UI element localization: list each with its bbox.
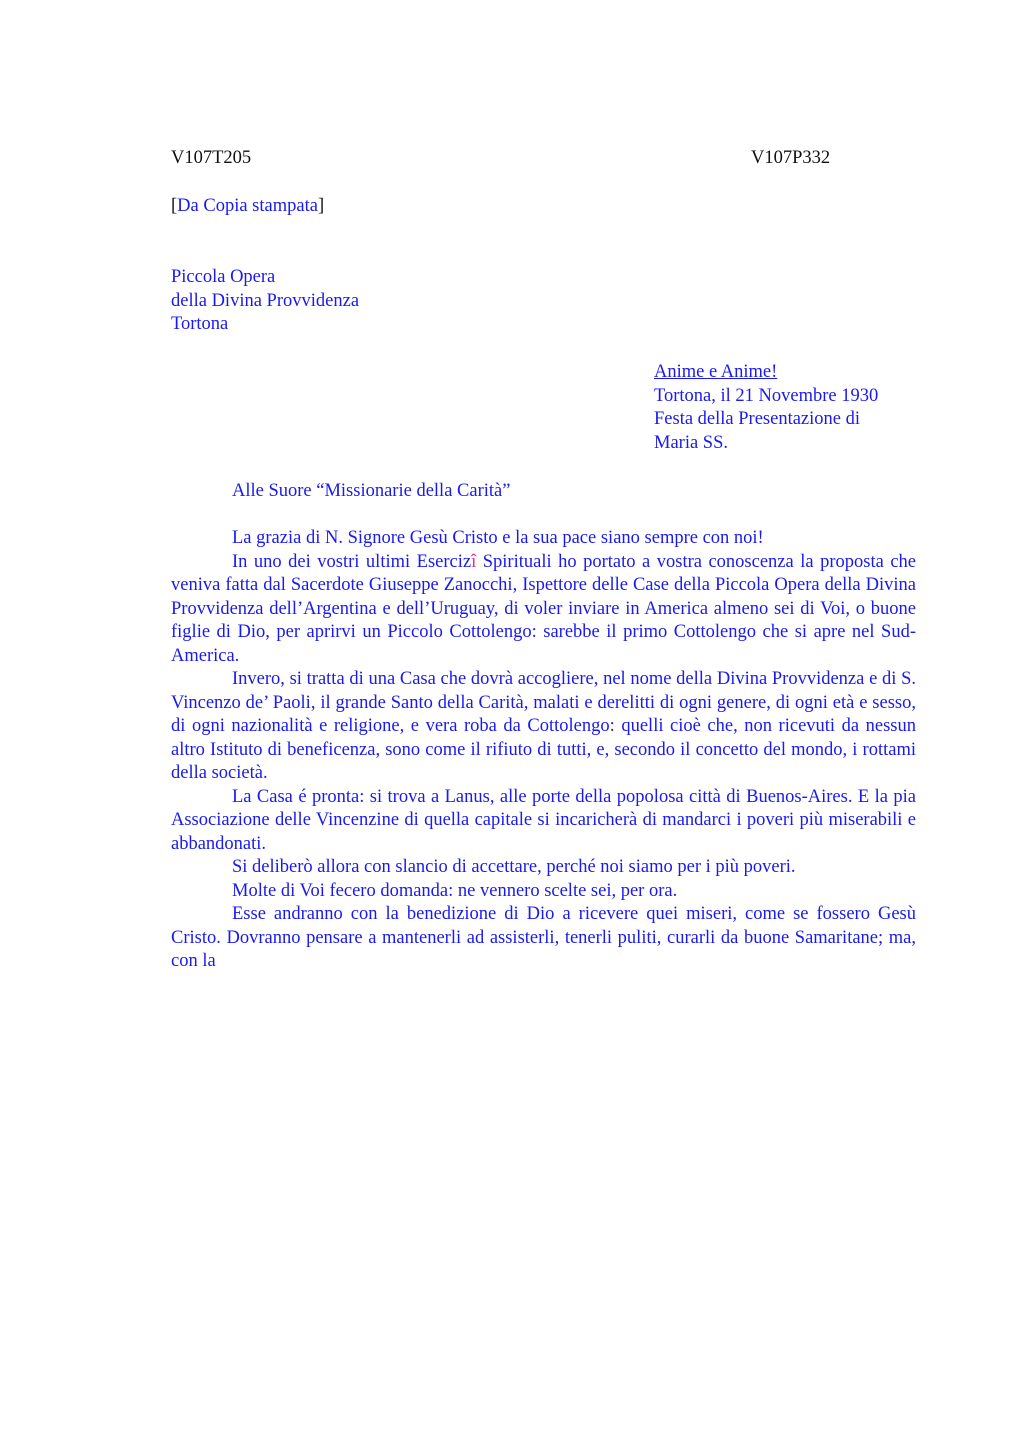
addressee: Alle Suore “Missionarie della Carità” (232, 481, 511, 501)
organization-line: Piccola Opera (171, 267, 276, 287)
volume-page-code: V107P332 (751, 148, 831, 168)
source-note (171, 195, 324, 219)
organization-block (171, 266, 359, 337)
source-label: Da Copia stampata (177, 196, 318, 216)
paragraph: La Casa é pronta: si trova a Lanus, alle porte della popolosa città di Buenos-Aires. E la pia Associazione delle Vincenzine di quella capitale si incaricherà di mandarci i poveri più miserabili e abbandonati. (171, 786, 916, 854)
organization-line: Tortona (171, 314, 229, 334)
paragraph: Molte di Voi fecero domanda: ne vennero scelte sei, per ora. (232, 880, 678, 901)
source-close-bracket: ] (317, 196, 325, 216)
organization-line: della Divina Provvidenza (171, 290, 360, 311)
feast-line: Maria SS. (654, 432, 728, 453)
paragraph-text: In uno dei vostri ultimi Esercizî (232, 551, 477, 572)
source-open-bracket: [ (171, 196, 178, 216)
paragraph (171, 551, 916, 669)
paragraph: Esse andranno con la benedizione di Dio a ricevere quei miseri, come se fossero Gesù Cristo. Dovranno pensare a mantenerli ad assisterli, tenerli puliti, curarli da buone Samaritane; ma, con la (171, 904, 916, 971)
date-line: Tortona, il 21 Novembre 1930 (654, 385, 879, 406)
paragraph: Si deliberò allora con slancio di accettare, perché noi siamo per i più poveri. (232, 857, 796, 877)
highlighted-glyph: î (471, 551, 477, 572)
letter-body (171, 527, 916, 974)
volume-text-code: V107T205 (171, 148, 252, 168)
paragraph: Invero, si tratta di una Casa che dovrà accogliere, nel nome della Divina Provvidenza e di S. Vincenzo de’ Paoli, il grande Santo della Carità, malati e derelitti di ogni genere, di ogni età e sesso, di ogni nazionalità e religione, e vera roba da Cottolengo: quelli cioè che, non ricevuti da nessun altro Istituto di beneficenza, sono come il rifiuto di tutti, e, secondo il concetto del mondo, i rottami della società. (171, 669, 916, 783)
paragraph: La grazia di N. Signore Gesù Cristo e la sua pace siano sempre con noi! (232, 528, 764, 548)
motto: Anime e Anime! (654, 362, 778, 382)
date-block (654, 361, 878, 455)
paragraph-text: Spirituali ho portato a vostra conoscenza la proposta che veniva fatta dal Sacerdote Giuseppe Zanocchi, Ispettore delle Case della Piccola Opera della Divina Provvidenza dell’Argentina e dell’Uruguay, di voler inviare in America almeno sei di Voi, o buone figlie di Dio, per aprirvi un Piccolo Cottolengo: sarebbe il primo Cottolengo che si apre nel Sud-America. (171, 551, 916, 666)
feast-line: Festa della Presentazione di (654, 409, 861, 429)
